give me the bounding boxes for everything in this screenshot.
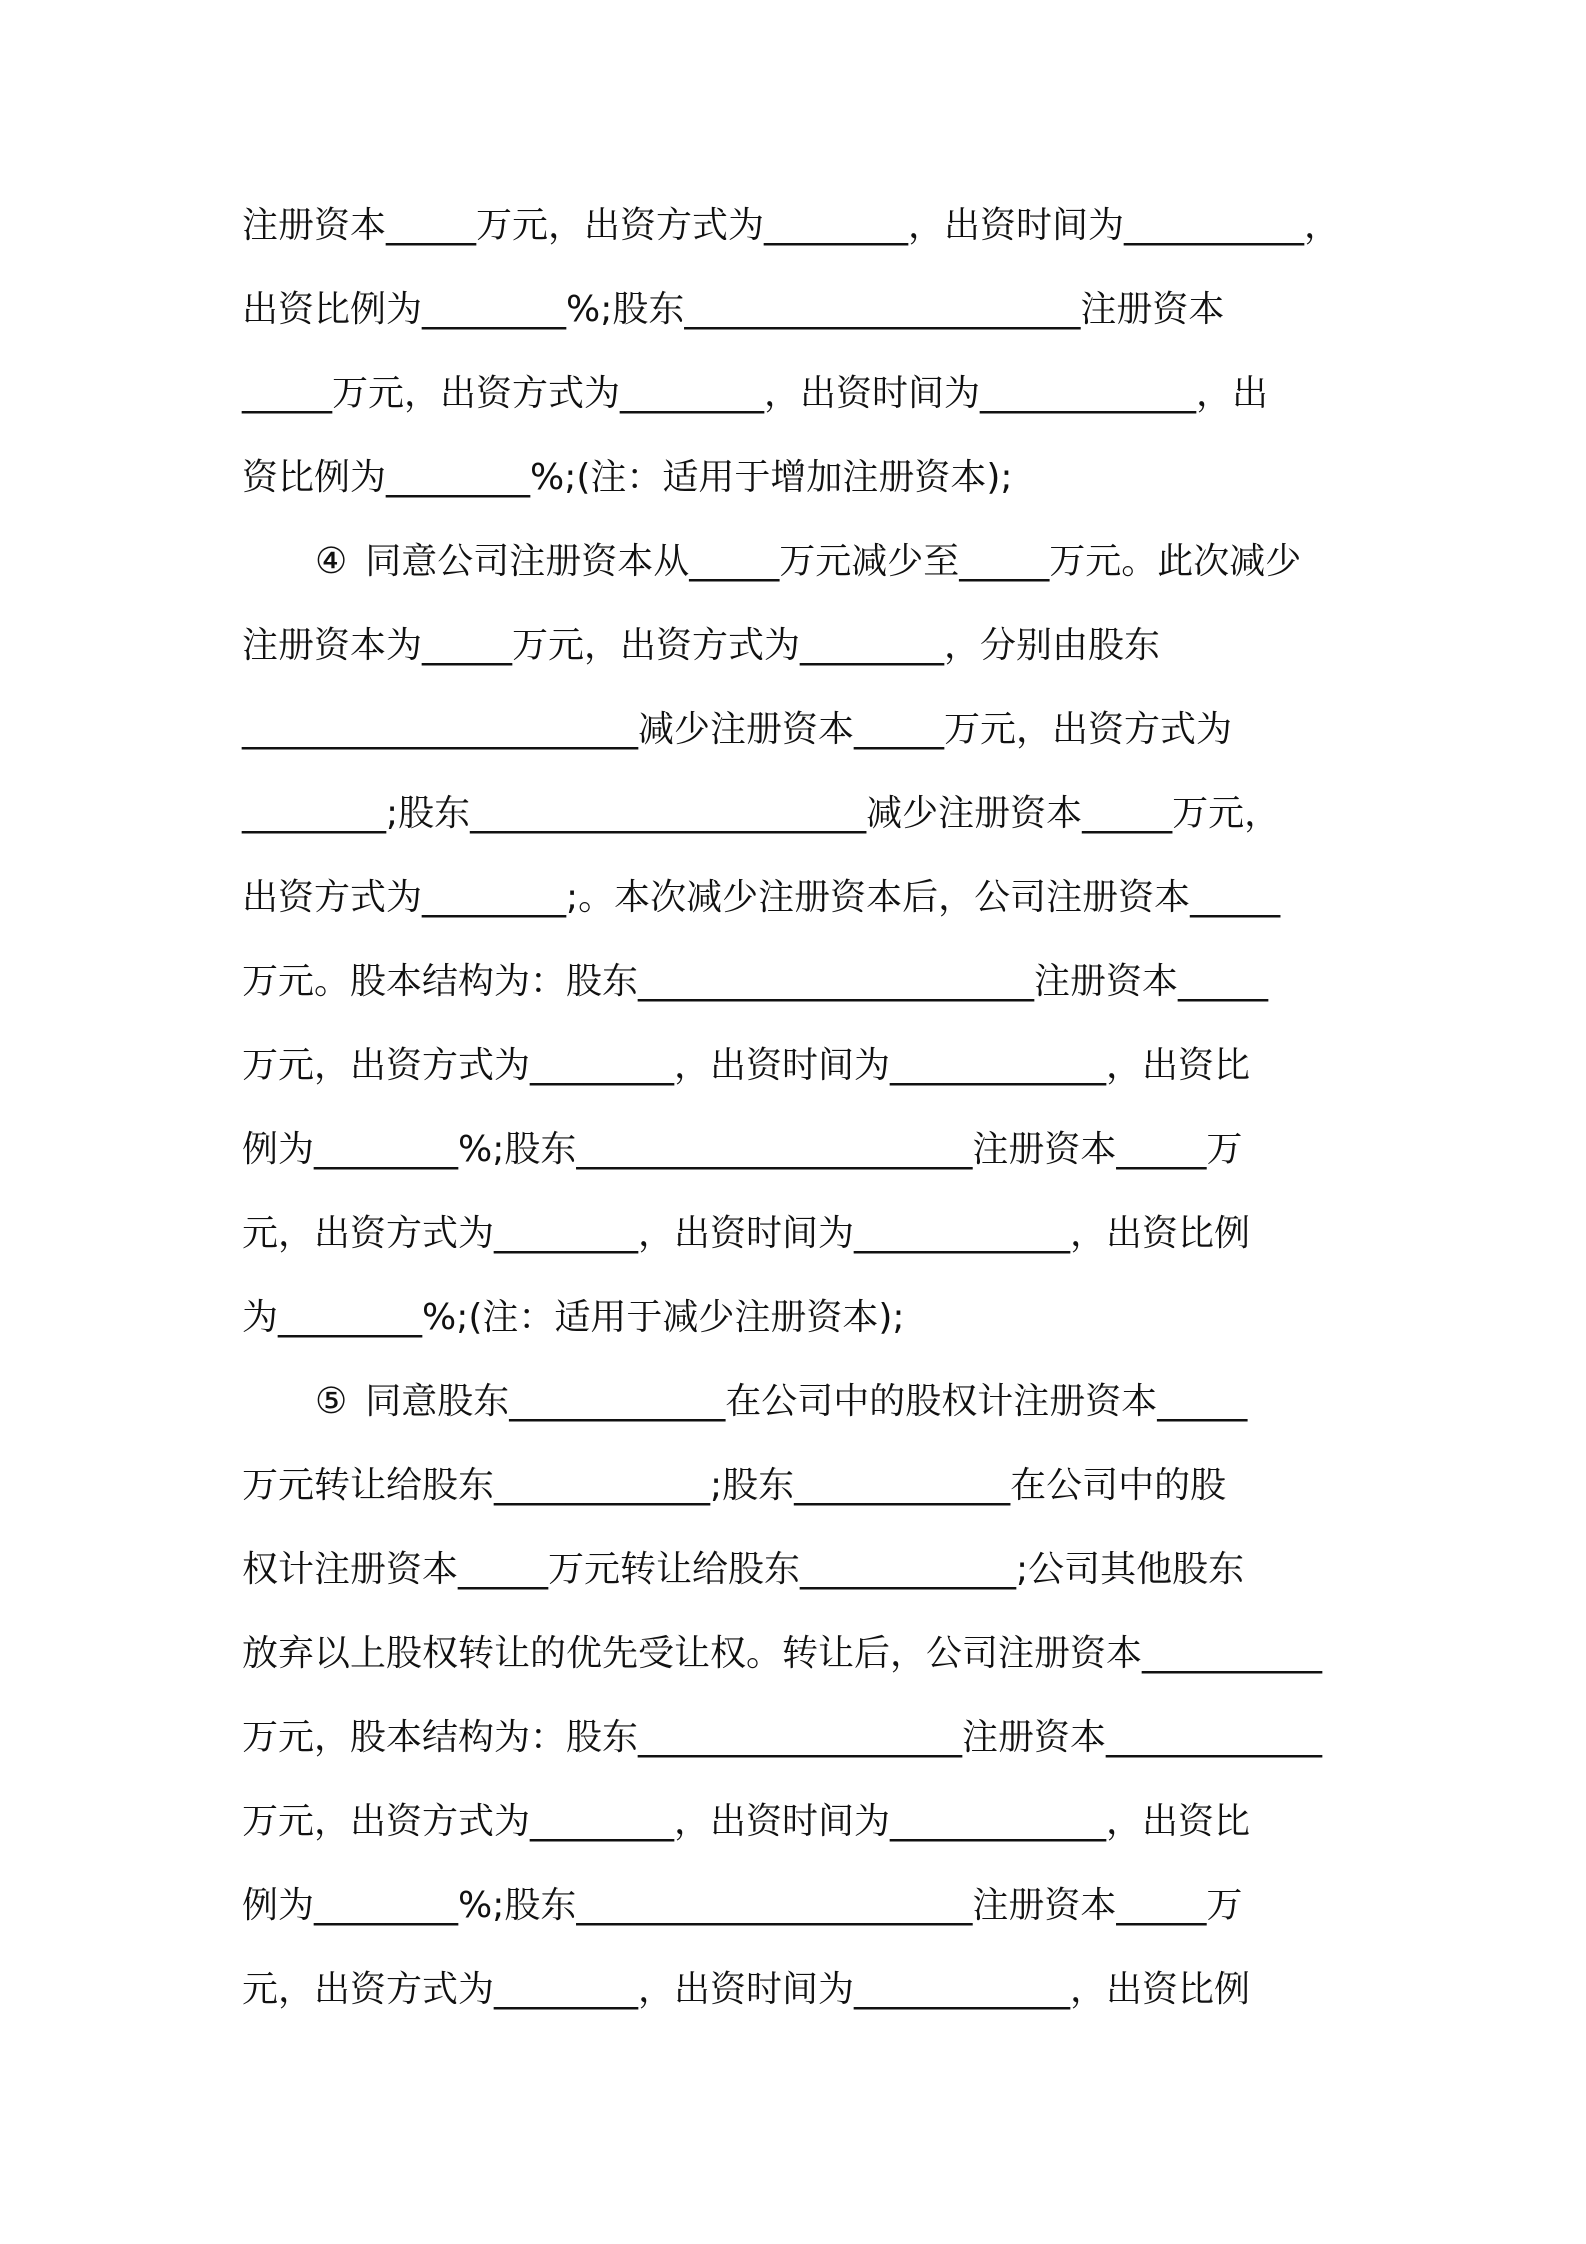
text-line-21: 例为________%;股东______________________注册资本_____万 — [242, 1885, 1243, 1926]
text-line-9: 出资方式为________;。本次减少注册资本后，公司注册资本_____ — [242, 877, 1281, 918]
text-line-12: 例为________%;股东______________________注册资本_____万 — [242, 1129, 1243, 1170]
text-line-22: 元，出资方式为________，出资时间为____________，出资比例 — [242, 1969, 1251, 2010]
text-line-14: 为________%;(注：适用于减少注册资本); — [242, 1297, 905, 1338]
text-line-19: 万元，股本结构为：股东__________________注册资本____________ — [242, 1717, 1323, 1758]
clause-4-first-line — [315, 538, 1362, 586]
text-line-13: 元，出资方式为________，出资时间为____________，出资比例 — [242, 1213, 1251, 1254]
clause-5-first-line — [315, 1378, 1362, 1426]
clause-4-marker: ④ — [315, 541, 348, 582]
text-line-11: 万元，出资方式为________，出资时间为____________，出资比 — [242, 1045, 1251, 1086]
text-line-15: 同意股东____________在公司中的股权计注册资本_____ — [365, 1381, 1248, 1422]
text-line-3: _____万元，出资方式为________，出资时间为____________，出 — [242, 373, 1269, 414]
text-line-7: ______________________减少注册资本_____万元，出资方式为 — [242, 709, 1233, 750]
text-line-4: 资比例为________%;(注：适用于增加注册资本); — [242, 457, 1013, 498]
text-line-5: 同意公司注册资本从_____万元减少至_____万元。此次减少 — [365, 541, 1302, 582]
text-line-17: 权计注册资本_____万元转让给股东____________;公司其他股东 — [242, 1549, 1245, 1590]
text-line-6: 注册资本为_____万元，出资方式为________，分别由股东 — [242, 625, 1161, 666]
text-line-2: 出资比例为________%;股东______________________注册资本 — [242, 289, 1225, 330]
text-line-20: 万元，出资方式为________，出资时间为____________，出资比 — [242, 1801, 1251, 1842]
text-line-10: 万元。股本结构为：股东______________________注册资本_____ — [242, 961, 1269, 1002]
text-line-1: 注册资本_____万元，出资方式为________，出资时间为__________， — [242, 205, 1341, 246]
text-line-8: ________;股东______________________减少注册资本_____万元， — [242, 793, 1281, 834]
text-line-16: 万元转让给股东____________;股东____________在公司中的股 — [242, 1465, 1227, 1506]
clause-5-marker: ⑤ — [315, 1381, 348, 1422]
text-line-18: 放弃以上股权转让的优先受让权。转让后，公司注册资本__________ — [242, 1633, 1323, 1674]
